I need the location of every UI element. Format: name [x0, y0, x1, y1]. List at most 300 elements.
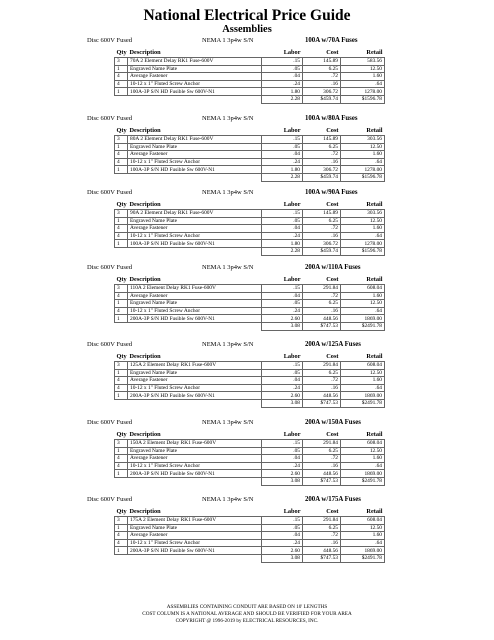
labor-cell: .04: [262, 532, 303, 540]
qty-cell: 3: [115, 285, 128, 293]
cost-column-header: Cost: [326, 430, 339, 438]
description-cell: 90A 2 Element Delay RK1 Fuse-600V: [128, 210, 262, 218]
cost-cell: 306.72: [303, 240, 341, 248]
qty-column-header: Qty: [116, 200, 127, 208]
cost-cell: 6.25: [303, 143, 341, 151]
labor-cell: .15: [262, 517, 303, 525]
table-row: [115, 524, 385, 532]
cost-cell: 6.25: [303, 65, 341, 73]
section-size: 200A w/150A Fuses: [305, 419, 361, 426]
description-cell: Average Fastener: [128, 377, 262, 385]
total-cost-cell: $747.53: [303, 477, 341, 485]
labor-column-header: Labor: [283, 126, 301, 134]
description-cell: Engraved Name Plate: [128, 447, 262, 455]
cost-cell: .72: [303, 73, 341, 81]
qty-cell: 3: [115, 517, 128, 525]
labor-cell: .05: [262, 369, 303, 377]
section-type: NEMA 1 3p4w S/N: [202, 264, 254, 271]
table-row: [115, 384, 385, 392]
table-row: [115, 210, 385, 218]
qty-cell: 4: [115, 158, 128, 166]
section-type: NEMA 1 3p4w S/N: [202, 496, 254, 503]
qty-cell: 1: [115, 547, 128, 555]
table-header-row: [115, 274, 385, 285]
cost-column-header: Cost: [326, 126, 339, 134]
table-row: [115, 315, 385, 323]
empty-cell: [128, 399, 262, 407]
assembly-table: [114, 47, 385, 104]
total-row: [115, 247, 385, 255]
assembly-section: [0, 263, 494, 331]
labor-cell: .15: [262, 440, 303, 448]
qty-column-header: Qty: [116, 507, 127, 515]
qty-column-header: Qty: [116, 48, 127, 56]
cost-cell: 6.25: [303, 217, 341, 225]
retail-cell: .64: [341, 158, 385, 166]
cost-cell: 291.84: [303, 440, 341, 448]
section-header: [0, 263, 494, 274]
total-cost-cell: $459.74: [303, 95, 341, 103]
labor-column-header: Labor: [283, 275, 301, 283]
labor-cell: 2.60: [262, 392, 303, 400]
assembly-section: [0, 188, 494, 256]
cost-cell: 6.25: [303, 300, 341, 308]
table-row: [115, 517, 385, 525]
footer-line: COPYRIGHT @ 1996-2019 by ELECTRICAL RESOURCES, INC.: [175, 618, 319, 625]
table-row: [115, 240, 385, 248]
table-row: [115, 307, 385, 315]
labor-cell: .04: [262, 225, 303, 233]
cost-cell: .16: [303, 539, 341, 547]
table-row: [115, 285, 385, 293]
section-size: 100A w/80A Fuses: [305, 115, 358, 122]
retail-cell: 12.50: [341, 300, 385, 308]
retail-column-header: Retail: [366, 48, 383, 56]
section-heading: Disc 600V Fused: [87, 189, 133, 196]
retail-cell: .64: [341, 539, 385, 547]
empty-cell: [115, 322, 128, 330]
assembly-section: [0, 36, 494, 104]
assembly-table: [114, 429, 385, 486]
qty-cell: 1: [115, 315, 128, 323]
cost-cell: .72: [303, 292, 341, 300]
qty-cell: 1: [115, 240, 128, 248]
table-row: [115, 532, 385, 540]
labor-cell: .04: [262, 73, 303, 81]
description-cell: 10-12 x 1" Fluted Screw Anchor: [128, 232, 262, 240]
table-row: [115, 166, 385, 174]
description-cell: 100A-3P S/N HD Fusible Sw 600V-N1: [128, 240, 262, 248]
cost-column-header: Cost: [326, 275, 339, 283]
section-type: NEMA 1 3p4w S/N: [202, 341, 254, 348]
retail-cell: 1.60: [341, 532, 385, 540]
total-retail-cell: $1596.78: [341, 173, 385, 181]
qty-cell: 4: [115, 384, 128, 392]
empty-cell: [128, 477, 262, 485]
assembly-table: [114, 274, 385, 331]
qty-cell: 1: [115, 470, 128, 478]
description-cell: 10-12 x 1" Fluted Screw Anchor: [128, 307, 262, 315]
description-column-header: Description: [129, 430, 161, 438]
cost-cell: 306.72: [303, 88, 341, 96]
table-header-row: [115, 199, 385, 210]
labor-cell: .05: [262, 524, 303, 532]
cost-cell: 291.84: [303, 362, 341, 370]
cost-cell: .72: [303, 532, 341, 540]
section-heading: Disc 600V Fused: [87, 419, 133, 426]
table-row: [115, 300, 385, 308]
empty-cell: [115, 477, 128, 485]
labor-cell: .24: [262, 384, 303, 392]
description-cell: 200A-3P S/N HD Fusible Sw 600V-N1: [128, 392, 262, 400]
table-row: [115, 470, 385, 478]
table-row: [115, 58, 385, 66]
total-labor-cell: 3.08: [262, 322, 303, 330]
total-cost-cell: $459.74: [303, 247, 341, 255]
assembly-section: [0, 418, 494, 486]
table-row: [115, 232, 385, 240]
description-cell: Engraved Name Plate: [128, 369, 262, 377]
description-cell: 10-12 x 1" Fluted Screw Anchor: [128, 384, 262, 392]
qty-column-header: Qty: [116, 126, 127, 134]
labor-cell: .24: [262, 158, 303, 166]
empty-cell: [128, 247, 262, 255]
description-column-header: Description: [129, 275, 161, 283]
cost-cell: 448.56: [303, 315, 341, 323]
total-retail-cell: $2491.78: [341, 554, 385, 562]
retail-cell: 608.04: [341, 440, 385, 448]
retail-cell: 1278.00: [341, 166, 385, 174]
labor-column-header: Labor: [283, 200, 301, 208]
qty-cell: 1: [115, 65, 128, 73]
total-row: [115, 95, 385, 103]
table-row: [115, 362, 385, 370]
assembly-section: [0, 340, 494, 408]
description-cell: Average Fastener: [128, 225, 262, 233]
labor-cell: .15: [262, 210, 303, 218]
cost-cell: 145.89: [303, 210, 341, 218]
empty-cell: [128, 322, 262, 330]
description-cell: 10-12 x 1" Fluted Screw Anchor: [128, 462, 262, 470]
qty-cell: 3: [115, 210, 128, 218]
section-type: NEMA 1 3p4w S/N: [202, 189, 254, 196]
table-row: [115, 217, 385, 225]
cost-cell: 6.25: [303, 524, 341, 532]
table-header-row: [115, 47, 385, 58]
empty-cell: [128, 173, 262, 181]
cost-cell: 291.84: [303, 517, 341, 525]
qty-cell: 3: [115, 362, 128, 370]
cost-cell: 448.56: [303, 470, 341, 478]
qty-cell: 1: [115, 524, 128, 532]
labor-cell: .05: [262, 217, 303, 225]
table-header-row: [115, 429, 385, 440]
table-row: [115, 88, 385, 96]
section-heading: Disc 600V Fused: [87, 496, 133, 503]
qty-cell: 4: [115, 462, 128, 470]
table-row: [115, 392, 385, 400]
cost-cell: .16: [303, 384, 341, 392]
labor-cell: .15: [262, 362, 303, 370]
cost-cell: .16: [303, 158, 341, 166]
labor-cell: 2.60: [262, 470, 303, 478]
section-type: NEMA 1 3p4w S/N: [202, 37, 254, 44]
retail-cell: 1278.00: [341, 240, 385, 248]
labor-cell: .05: [262, 300, 303, 308]
page-subtitle: Assemblies: [222, 24, 272, 35]
total-labor-cell: 3.08: [262, 554, 303, 562]
labor-column-header: Labor: [283, 430, 301, 438]
cost-cell: 448.56: [303, 547, 341, 555]
table-row: [115, 143, 385, 151]
assembly-table: [114, 199, 385, 256]
table-row: [115, 377, 385, 385]
retail-cell: 608.04: [341, 362, 385, 370]
qty-cell: 3: [115, 136, 128, 144]
qty-cell: 4: [115, 225, 128, 233]
labor-cell: .24: [262, 307, 303, 315]
table-row: [115, 73, 385, 81]
total-labor-cell: 3.08: [262, 477, 303, 485]
qty-column-header: Qty: [116, 352, 127, 360]
total-retail-cell: $2491.78: [341, 399, 385, 407]
retail-cell: 1869.00: [341, 315, 385, 323]
table-row: [115, 462, 385, 470]
retail-cell: 12.50: [341, 65, 385, 73]
cost-cell: 145.89: [303, 136, 341, 144]
description-cell: 125A 2 Element Delay RK1 Fuse-600V: [128, 362, 262, 370]
retail-cell: 1.60: [341, 377, 385, 385]
labor-cell: .24: [262, 462, 303, 470]
qty-cell: 1: [115, 217, 128, 225]
section-header: [0, 418, 494, 429]
labor-cell: .04: [262, 377, 303, 385]
section-heading: Disc 600V Fused: [87, 264, 133, 271]
retail-cell: 12.50: [341, 369, 385, 377]
description-cell: Engraved Name Plate: [128, 300, 262, 308]
total-retail-cell: $2491.78: [341, 322, 385, 330]
retail-cell: 12.50: [341, 447, 385, 455]
empty-cell: [115, 554, 128, 562]
labor-cell: 1.80: [262, 88, 303, 96]
labor-cell: .05: [262, 447, 303, 455]
cost-cell: .72: [303, 377, 341, 385]
table-row: [115, 539, 385, 547]
footer-line: COST COLUMN IS A NATIONAL AVERAGE AND SHOULD BE VERIFIED FOR YOUR AREA: [142, 611, 352, 618]
cost-column-header: Cost: [326, 352, 339, 360]
page-footer: [0, 604, 494, 626]
retail-cell: 583.56: [341, 58, 385, 66]
qty-cell: 4: [115, 532, 128, 540]
cost-cell: .16: [303, 462, 341, 470]
description-cell: Average Fastener: [128, 73, 262, 81]
description-cell: 10-12 x 1" Fluted Screw Anchor: [128, 539, 262, 547]
qty-cell: 4: [115, 292, 128, 300]
total-row: [115, 477, 385, 485]
section-size: 200A w/110A Fuses: [305, 264, 361, 271]
labor-cell: .04: [262, 292, 303, 300]
cost-cell: .72: [303, 225, 341, 233]
retail-cell: 1.60: [341, 225, 385, 233]
section-header: [0, 340, 494, 351]
cost-cell: 306.72: [303, 166, 341, 174]
qty-column-header: Qty: [116, 275, 127, 283]
description-column-header: Description: [129, 126, 161, 134]
total-row: [115, 399, 385, 407]
empty-cell: [115, 173, 128, 181]
qty-cell: 1: [115, 166, 128, 174]
qty-cell: 4: [115, 455, 128, 463]
description-cell: Engraved Name Plate: [128, 524, 262, 532]
cost-cell: 145.89: [303, 58, 341, 66]
table-header-row: [115, 506, 385, 517]
labor-cell: .15: [262, 285, 303, 293]
cost-cell: .16: [303, 307, 341, 315]
description-cell: 150A 2 Element Delay RK1 Fuse-600V: [128, 440, 262, 448]
qty-cell: 4: [115, 151, 128, 159]
section-size: 200A w/125A Fuses: [305, 341, 361, 348]
retail-cell: 608.04: [341, 285, 385, 293]
labor-cell: .24: [262, 232, 303, 240]
description-cell: 10-12 x 1" Fluted Screw Anchor: [128, 158, 262, 166]
section-heading: Disc 600V Fused: [87, 115, 133, 122]
labor-cell: .24: [262, 80, 303, 88]
retail-cell: 1869.00: [341, 547, 385, 555]
section-size: 100A w/90A Fuses: [305, 189, 358, 196]
description-cell: 110A 2 Element Delay RK1 Fuse-600V: [128, 285, 262, 293]
section-size: 200A w/175A Fuses: [305, 496, 361, 503]
section-size: 100A w/70A Fuses: [305, 37, 358, 44]
labor-cell: .15: [262, 58, 303, 66]
qty-cell: 1: [115, 447, 128, 455]
retail-column-header: Retail: [366, 352, 383, 360]
retail-cell: 1869.00: [341, 470, 385, 478]
labor-cell: .04: [262, 151, 303, 159]
description-column-header: Description: [129, 352, 161, 360]
description-cell: Engraved Name Plate: [128, 143, 262, 151]
cost-cell: 6.25: [303, 447, 341, 455]
qty-cell: 4: [115, 73, 128, 81]
section-header: [0, 36, 494, 47]
labor-cell: .04: [262, 455, 303, 463]
empty-cell: [128, 554, 262, 562]
description-cell: 10-12 x 1" Fluted Screw Anchor: [128, 80, 262, 88]
cost-column-header: Cost: [326, 200, 339, 208]
retail-column-header: Retail: [366, 507, 383, 515]
table-row: [115, 547, 385, 555]
labor-cell: 2.60: [262, 547, 303, 555]
total-labor-cell: 3.08: [262, 399, 303, 407]
table-row: [115, 369, 385, 377]
description-cell: Average Fastener: [128, 532, 262, 540]
labor-cell: 1.80: [262, 240, 303, 248]
section-heading: Disc 600V Fused: [87, 37, 133, 44]
retail-cell: 1869.00: [341, 392, 385, 400]
total-retail-cell: $1596.78: [341, 95, 385, 103]
retail-column-header: Retail: [366, 275, 383, 283]
description-cell: 200A-3P S/N HD Fusible Sw 600V-N1: [128, 547, 262, 555]
total-retail-cell: $2491.78: [341, 477, 385, 485]
labor-column-header: Labor: [283, 48, 301, 56]
qty-cell: 3: [115, 440, 128, 448]
description-cell: 100A-3P S/N HD Fusible Sw 600V-N1: [128, 88, 262, 96]
retail-cell: .64: [341, 80, 385, 88]
section-header: [0, 188, 494, 199]
total-row: [115, 173, 385, 181]
section-header: [0, 495, 494, 506]
table-row: [115, 158, 385, 166]
labor-column-header: Labor: [283, 352, 301, 360]
retail-column-header: Retail: [366, 126, 383, 134]
description-cell: 80A 2 Element Delay RK1 Fuse-600V: [128, 136, 262, 144]
retail-cell: 608.04: [341, 517, 385, 525]
labor-cell: .05: [262, 65, 303, 73]
retail-column-header: Retail: [366, 200, 383, 208]
section-type: NEMA 1 3p4w S/N: [202, 115, 254, 122]
retail-cell: 303.56: [341, 136, 385, 144]
retail-cell: .64: [341, 307, 385, 315]
assembly-table: [114, 125, 385, 182]
description-cell: Average Fastener: [128, 455, 262, 463]
retail-cell: 12.50: [341, 524, 385, 532]
qty-cell: 1: [115, 143, 128, 151]
table-row: [115, 455, 385, 463]
total-retail-cell: $1596.78: [341, 247, 385, 255]
empty-cell: [115, 399, 128, 407]
assembly-section: [0, 495, 494, 563]
total-cost-cell: $747.53: [303, 554, 341, 562]
labor-cell: .05: [262, 143, 303, 151]
retail-column-header: Retail: [366, 430, 383, 438]
retail-cell: .64: [341, 384, 385, 392]
labor-cell: 1.80: [262, 166, 303, 174]
retail-cell: 1278.00: [341, 88, 385, 96]
cost-cell: 291.84: [303, 285, 341, 293]
qty-cell: 1: [115, 88, 128, 96]
description-cell: 70A 2 Element Delay RK1 Fuse-600V: [128, 58, 262, 66]
retail-cell: .64: [341, 232, 385, 240]
cost-column-header: Cost: [326, 507, 339, 515]
qty-cell: 4: [115, 80, 128, 88]
retail-cell: 1.60: [341, 455, 385, 463]
qty-cell: 4: [115, 307, 128, 315]
cost-cell: .16: [303, 80, 341, 88]
table-row: [115, 136, 385, 144]
description-cell: Average Fastener: [128, 292, 262, 300]
cost-column-header: Cost: [326, 48, 339, 56]
table-row: [115, 447, 385, 455]
assembly-table: [114, 506, 385, 563]
retail-cell: 1.60: [341, 292, 385, 300]
cost-cell: .72: [303, 151, 341, 159]
section-heading: Disc 600V Fused: [87, 341, 133, 348]
description-column-header: Description: [129, 48, 161, 56]
table-row: [115, 80, 385, 88]
labor-column-header: Labor: [283, 507, 301, 515]
total-labor-cell: 2.28: [262, 173, 303, 181]
table-row: [115, 151, 385, 159]
qty-column-header: Qty: [116, 430, 127, 438]
section-type: NEMA 1 3p4w S/N: [202, 419, 254, 426]
retail-cell: .64: [341, 462, 385, 470]
total-row: [115, 554, 385, 562]
description-cell: 200A-3P S/N HD Fusible Sw 600V-N1: [128, 315, 262, 323]
footer-line: ASSEMBLIES CONTAINING CONDUIT ARE BASED ON 10' LENGTHS: [166, 604, 328, 610]
assembly-table: [114, 351, 385, 408]
description-cell: 175A 2 Element Delay RK1 Fuse-600V: [128, 517, 262, 525]
qty-cell: 1: [115, 300, 128, 308]
table-row: [115, 65, 385, 73]
